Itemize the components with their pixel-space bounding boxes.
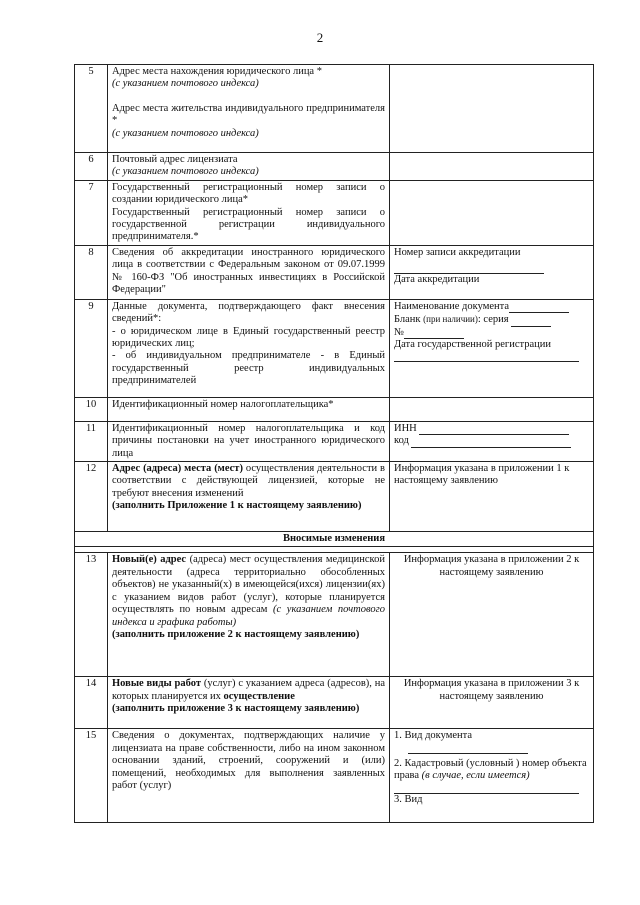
number-label: № [394, 327, 589, 339]
premises-doc-info [390, 729, 594, 823]
accreditation-number-field[interactable] [394, 259, 544, 274]
accreditation-date-label: Дата аккредитации [394, 274, 480, 286]
row-14 [75, 677, 594, 729]
row-label: Адрес (адреса) места (мест) осуществления деятельности в соответствии с действующей лицензией, которые не требуют внесения изменений (заполнить Приложение 1 к настоящему заявлению) [108, 462, 390, 532]
row-label [108, 299, 390, 397]
fill-appendix-note: (заполнить приложение 3 к настоящему заявлению) [112, 703, 360, 715]
row-number: 7 [75, 180, 108, 245]
accreditation-info [390, 245, 594, 299]
cadastral-number-field[interactable] [394, 783, 579, 794]
row-12 [75, 462, 594, 532]
row-label [108, 153, 390, 181]
row-8 [75, 245, 594, 299]
postal-index-note: (с указанием почтового индекса) [112, 127, 259, 139]
row-label: Идентификационный номер налогоплательщика и код причины постановки на учет иностранного юридического лица [108, 421, 390, 461]
doc-type-field[interactable] [408, 743, 528, 754]
doc-name-label: Наименование документа [394, 301, 589, 313]
appendix-info: Информация указана в приложении 3 к настоящему заявлению [390, 677, 594, 729]
row-label: Сведения о документах, подтверждающих наличие у лицензиата на праве собственности, либо на ином законном основании зданий, строений, сооружений и (или) помещений, необходимых для выполнения заявленных работ (услуг) [108, 729, 390, 823]
row-number: 15 [75, 729, 108, 823]
row-number: 6 [75, 153, 108, 181]
registry-doc-info [390, 299, 594, 397]
postal-index-note: (с указанием почтового индекса) [112, 78, 259, 90]
row-label [108, 65, 390, 153]
registration-date-field[interactable] [394, 351, 579, 362]
row-9 [75, 299, 594, 397]
doc-name-field[interactable] [509, 302, 569, 313]
row-5 [75, 65, 594, 153]
row-value-cell[interactable] [390, 153, 594, 181]
row-6 [75, 153, 594, 181]
row-number: 13 [75, 553, 108, 677]
row-13 [75, 553, 594, 677]
ogrn-entrepreneur-label: Государственный регистрационный номер записи о государственной регистрации индивидуального предпринимателя.* [112, 206, 385, 243]
fill-appendix-note: (заполнить приложение 2 к настоящему заявлению) [112, 628, 360, 640]
residence-address-label: Адрес места жительства индивидуального предпринимателя * [112, 102, 385, 127]
page-number: 2 [316, 30, 324, 45]
row-label: Идентификационный номер налогоплательщика* [108, 397, 390, 421]
doc-type-label: 1. Вид документа [394, 730, 473, 742]
row-number: 11 [75, 421, 108, 461]
inn-label: ИНН [394, 423, 589, 435]
row-number: 12 [75, 462, 108, 532]
inn-field[interactable] [419, 424, 569, 435]
row-label: Новые виды работ (услуг) с указанием адреса (адресов), на которых планируется их осуществление (заполнить приложение 3 к настоящему заявлению) [108, 677, 390, 729]
type-label: 3. Вид [394, 793, 423, 805]
row-number: 9 [75, 299, 108, 397]
row-10 [75, 397, 594, 421]
inn-kpp-info [390, 421, 594, 461]
row-value-cell[interactable] [390, 65, 594, 153]
accreditation-number-label: Номер записи аккредитации [394, 246, 521, 258]
kpp-field[interactable] [411, 437, 571, 448]
section-title: Вносимые изменения [75, 532, 594, 547]
registry-legal-item: - о юридическом лице в Единый государственный реестр юридических лиц; [112, 325, 385, 350]
row-number: 14 [75, 677, 108, 729]
row-11 [75, 421, 594, 461]
postal-index-note: (с указанием почтового индекса) [112, 166, 259, 178]
appendix-info: Информация указана в приложении 1 к настоящему заявлению [390, 462, 594, 532]
postal-address-label: Почтовый адрес лицензиата [112, 154, 238, 165]
row-label [108, 180, 390, 245]
registration-date-label: Дата государственной регистрации [394, 339, 551, 351]
series-field[interactable] [511, 316, 551, 327]
application-form-table [74, 64, 594, 823]
row-label: Новый(е) адрес (адреса) мест осуществления медицинской деятельности (адреса территориально обособленных объектов) не указанный(х) в имеющейся(ихся) лицензии(ях) с указанием видов работ (услуг), которые планируется осуществлять по новым адресам (с указанием почтового индекса и графика работы) (заполнить приложение 2 к настоящему заявлению) [108, 553, 390, 677]
appendix-info: Информация указана в приложении 2 к настоящему заявлению [390, 553, 594, 677]
cadastral-number-label: 2. Кадастровый (условный ) номер объекта права (в случае, если имеется) [394, 757, 587, 782]
registry-entrepreneur-item: - об индивидуальном предпринимателе - в Единый государственный реестр индивидуальных предпринимателей [112, 350, 385, 387]
row-number: 10 [75, 397, 108, 421]
row-value-cell[interactable] [390, 397, 594, 421]
kpp-label: код [394, 435, 589, 447]
fill-appendix-note: (заполнить Приложение 1 к настоящему заявлению) [112, 500, 362, 512]
ogrn-legal-label: Государственный регистрационный номер записи о создании юридического лица* [112, 181, 385, 206]
row-number: 8 [75, 245, 108, 299]
legal-address-label: Адрес места нахождения юридического лица * [112, 66, 322, 77]
row-value-cell[interactable] [390, 180, 594, 245]
blank-series-label: Бланк (при наличии): серия [394, 313, 589, 326]
section-header [75, 532, 594, 547]
row-number: 5 [75, 65, 108, 153]
row-15 [75, 729, 594, 823]
number-field[interactable] [404, 328, 464, 339]
row-label: Сведения об аккредитации иностранного юридического лица в соответствии с Федеральным законом от 09.07.1999 № 160-ФЗ "Об иностранных инвестициях в Российской Федерации" [108, 245, 390, 299]
row-7 [75, 180, 594, 245]
registry-doc-label: Данные документа, подтверждающего факт внесения сведений*: [112, 300, 385, 325]
